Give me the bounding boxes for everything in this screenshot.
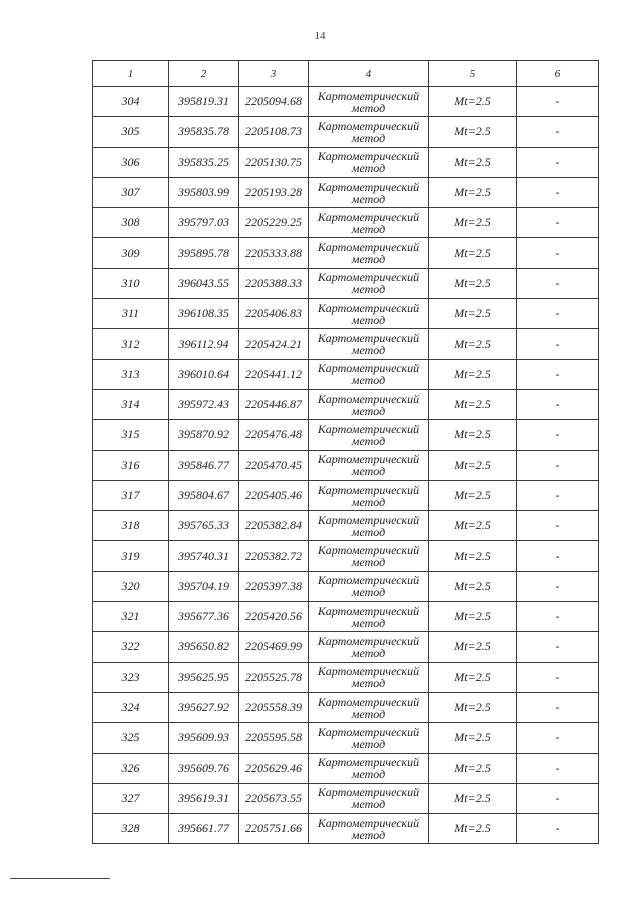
accuracy-cell: Mt=2.5 [429, 814, 517, 844]
note-cell: - [517, 420, 599, 450]
accuracy-cell: Mt=2.5 [429, 359, 517, 389]
note-cell: - [517, 692, 599, 722]
method-line-2: метод [351, 100, 386, 115]
method-cell [309, 268, 429, 298]
method-cell [309, 420, 429, 450]
method-cell [309, 783, 429, 813]
method-cell [309, 450, 429, 480]
method-line-1: Картометрический [317, 452, 420, 467]
method-cell [309, 177, 429, 207]
method-line-1: Картометрический [317, 421, 420, 436]
y-coordinate-cell: 2205130.75 [239, 147, 309, 177]
method-line-1: Картометрический [317, 755, 420, 770]
method-line-1: Картометрический [317, 633, 420, 648]
table-row [93, 480, 599, 510]
point-number-cell: 313 [93, 359, 169, 389]
method-line-2: метод [351, 464, 386, 479]
table-row [93, 692, 599, 722]
note-cell: - [517, 450, 599, 480]
method-line-1: Картометрический [317, 815, 420, 830]
method-line-1: Картометрический [317, 118, 420, 133]
note-cell: - [517, 87, 599, 117]
method-cell [309, 480, 429, 510]
point-number-cell: 315 [93, 420, 169, 450]
method-cell [309, 814, 429, 844]
note-cell: - [517, 511, 599, 541]
note-cell: - [517, 632, 599, 662]
y-coordinate-cell: 2205476.48 [239, 420, 309, 450]
table-row [93, 359, 599, 389]
method-line-1: Картометрический [317, 543, 420, 558]
table-row [93, 662, 599, 692]
method-line-2: метод [351, 676, 386, 691]
table-row [93, 177, 599, 207]
x-coordinate-cell: 395619.31 [169, 783, 239, 813]
x-coordinate-cell: 395650.82 [169, 632, 239, 662]
method-line-2: метод [351, 433, 386, 448]
method-cell [309, 602, 429, 632]
x-coordinate-cell: 395797.03 [169, 208, 239, 238]
method-cell [309, 299, 429, 329]
point-number-cell: 311 [93, 299, 169, 329]
method-line-1: Картометрический [317, 694, 420, 709]
point-number-cell: 310 [93, 268, 169, 298]
accuracy-cell: Mt=2.5 [429, 208, 517, 238]
method-cell [309, 511, 429, 541]
table-row [93, 420, 599, 450]
accuracy-cell: Mt=2.5 [429, 389, 517, 419]
x-coordinate-cell: 396043.55 [169, 268, 239, 298]
point-number-cell: 308 [93, 208, 169, 238]
note-cell: - [517, 268, 599, 298]
accuracy-cell: Mt=2.5 [429, 602, 517, 632]
table-row [93, 87, 599, 117]
method-line-2: метод [351, 767, 386, 782]
point-number-cell: 316 [93, 450, 169, 480]
method-cell [309, 632, 429, 662]
accuracy-cell: Mt=2.5 [429, 692, 517, 722]
point-number-cell: 326 [93, 753, 169, 783]
x-coordinate-cell: 395803.99 [169, 177, 239, 207]
method-line-2: метод [351, 555, 386, 570]
method-cell [309, 662, 429, 692]
method-cell [309, 571, 429, 601]
x-coordinate-cell: 395609.93 [169, 723, 239, 753]
y-coordinate-cell: 2205629.46 [239, 753, 309, 783]
y-coordinate-cell: 2205382.72 [239, 541, 309, 571]
y-coordinate-cell: 2205094.68 [239, 87, 309, 117]
method-line-1: Картометрический [317, 664, 420, 679]
x-coordinate-cell: 395835.78 [169, 117, 239, 147]
accuracy-cell: Mt=2.5 [429, 783, 517, 813]
x-coordinate-cell: 395661.77 [169, 814, 239, 844]
y-coordinate-cell: 2205469.99 [239, 632, 309, 662]
table-row [93, 814, 599, 844]
method-line-1: Картометрический [317, 482, 420, 497]
method-cell [309, 87, 429, 117]
point-number-cell: 325 [93, 723, 169, 753]
y-coordinate-cell: 2205525.78 [239, 662, 309, 692]
method-line-2: метод [351, 161, 386, 176]
method-line-2: метод [351, 645, 386, 660]
point-number-cell: 321 [93, 602, 169, 632]
method-cell [309, 359, 429, 389]
accuracy-cell: Mt=2.5 [429, 511, 517, 541]
footnote-divider [10, 878, 110, 879]
y-coordinate-cell: 2205333.88 [239, 238, 309, 268]
y-coordinate-cell: 2205470.45 [239, 450, 309, 480]
y-coordinate-cell: 2205193.28 [239, 177, 309, 207]
point-number-cell: 304 [93, 87, 169, 117]
x-coordinate-cell: 395609.76 [169, 753, 239, 783]
method-line-2: метод [351, 706, 386, 721]
table-row [93, 238, 599, 268]
note-cell: - [517, 389, 599, 419]
method-line-1: Картометрический [317, 331, 420, 346]
x-coordinate-cell: 395627.92 [169, 692, 239, 722]
method-line-2: метод [351, 797, 386, 812]
method-cell [309, 238, 429, 268]
method-line-2: метод [351, 615, 386, 630]
accuracy-cell: Mt=2.5 [429, 632, 517, 662]
note-cell: - [517, 299, 599, 329]
point-number-cell: 324 [93, 692, 169, 722]
x-coordinate-cell: 396108.35 [169, 299, 239, 329]
column-header-5: 5 [429, 61, 517, 87]
method-line-2: метод [351, 252, 386, 267]
method-line-2: метод [351, 524, 386, 539]
point-number-cell: 312 [93, 329, 169, 359]
note-cell: - [517, 480, 599, 510]
method-line-2: метод [351, 494, 386, 509]
table-row [93, 117, 599, 147]
table-header-row [93, 61, 599, 87]
note-cell: - [517, 238, 599, 268]
point-number-cell: 319 [93, 541, 169, 571]
coordinates-table [92, 60, 599, 844]
accuracy-cell: Mt=2.5 [429, 177, 517, 207]
method-line-2: метод [351, 343, 386, 358]
note-cell: - [517, 753, 599, 783]
table-row [93, 783, 599, 813]
table-row [93, 571, 599, 601]
method-line-1: Картометрический [317, 785, 420, 800]
method-line-2: метод [351, 585, 386, 600]
method-line-1: Картометрический [317, 573, 420, 588]
method-line-2: метод [351, 130, 386, 145]
note-cell: - [517, 329, 599, 359]
method-line-1: Картометрический [317, 209, 420, 224]
method-cell [309, 147, 429, 177]
accuracy-cell: Mt=2.5 [429, 450, 517, 480]
point-number-cell: 309 [93, 238, 169, 268]
method-line-1: Картометрический [317, 603, 420, 618]
table-row [93, 541, 599, 571]
accuracy-cell: Mt=2.5 [429, 238, 517, 268]
column-header-4: 4 [309, 61, 429, 87]
method-line-2: метод [351, 827, 386, 842]
note-cell: - [517, 723, 599, 753]
y-coordinate-cell: 2205424.21 [239, 329, 309, 359]
note-cell: - [517, 541, 599, 571]
note-cell: - [517, 177, 599, 207]
column-header-3: 3 [239, 61, 309, 87]
point-number-cell: 327 [93, 783, 169, 813]
x-coordinate-cell: 395625.95 [169, 662, 239, 692]
point-number-cell: 318 [93, 511, 169, 541]
table-row [93, 753, 599, 783]
x-coordinate-cell: 395846.77 [169, 450, 239, 480]
accuracy-cell: Mt=2.5 [429, 753, 517, 783]
method-line-1: Картометрический [317, 88, 420, 103]
table-row [93, 147, 599, 177]
table-row [93, 602, 599, 632]
x-coordinate-cell: 395740.31 [169, 541, 239, 571]
accuracy-cell: Mt=2.5 [429, 87, 517, 117]
y-coordinate-cell: 2205382.84 [239, 511, 309, 541]
column-header-1: 1 [93, 61, 169, 87]
y-coordinate-cell: 2205405.46 [239, 480, 309, 510]
method-line-1: Картометрический [317, 512, 420, 527]
point-number-cell: 328 [93, 814, 169, 844]
x-coordinate-cell: 395870.92 [169, 420, 239, 450]
point-number-cell: 323 [93, 662, 169, 692]
x-coordinate-cell: 396112.94 [169, 329, 239, 359]
column-header-6: 6 [517, 61, 599, 87]
y-coordinate-cell: 2205388.33 [239, 268, 309, 298]
point-number-cell: 317 [93, 480, 169, 510]
accuracy-cell: Mt=2.5 [429, 117, 517, 147]
x-coordinate-cell: 395765.33 [169, 511, 239, 541]
table-row [93, 268, 599, 298]
note-cell: - [517, 571, 599, 601]
point-number-cell: 306 [93, 147, 169, 177]
method-line-1: Картометрический [317, 149, 420, 164]
method-line-2: метод [351, 403, 386, 418]
point-number-cell: 320 [93, 571, 169, 601]
method-cell [309, 329, 429, 359]
y-coordinate-cell: 2205673.55 [239, 783, 309, 813]
accuracy-cell: Mt=2.5 [429, 662, 517, 692]
table-row [93, 511, 599, 541]
page-number: 14 [314, 30, 326, 42]
method-cell [309, 692, 429, 722]
table-row [93, 329, 599, 359]
y-coordinate-cell: 2205397.38 [239, 571, 309, 601]
method-line-2: метод [351, 373, 386, 388]
method-cell [309, 117, 429, 147]
x-coordinate-cell: 395895.78 [169, 238, 239, 268]
accuracy-cell: Mt=2.5 [429, 723, 517, 753]
method-line-2: метод [351, 221, 386, 236]
method-cell [309, 723, 429, 753]
point-number-cell: 307 [93, 177, 169, 207]
note-cell: - [517, 814, 599, 844]
note-cell: - [517, 208, 599, 238]
table-row [93, 208, 599, 238]
table-row [93, 299, 599, 329]
y-coordinate-cell: 2205558.39 [239, 692, 309, 722]
method-cell [309, 541, 429, 571]
point-number-cell: 305 [93, 117, 169, 147]
method-line-2: метод [351, 736, 386, 751]
table-row [93, 632, 599, 662]
accuracy-cell: Mt=2.5 [429, 541, 517, 571]
x-coordinate-cell: 395677.36 [169, 602, 239, 632]
accuracy-cell: Mt=2.5 [429, 147, 517, 177]
method-line-1: Картометрический [317, 391, 420, 406]
method-cell [309, 208, 429, 238]
table-row [93, 450, 599, 480]
table-row [93, 389, 599, 419]
y-coordinate-cell: 2205420.56 [239, 602, 309, 632]
y-coordinate-cell: 2205595.58 [239, 723, 309, 753]
y-coordinate-cell: 2205229.25 [239, 208, 309, 238]
accuracy-cell: Mt=2.5 [429, 420, 517, 450]
note-cell: - [517, 117, 599, 147]
point-number-cell: 322 [93, 632, 169, 662]
x-coordinate-cell: 395704.19 [169, 571, 239, 601]
note-cell: - [517, 147, 599, 177]
method-line-1: Картометрический [317, 179, 420, 194]
y-coordinate-cell: 2205446.87 [239, 389, 309, 419]
y-coordinate-cell: 2205751.66 [239, 814, 309, 844]
table-body [93, 87, 599, 844]
column-header-2: 2 [169, 61, 239, 87]
note-cell: - [517, 359, 599, 389]
x-coordinate-cell: 395835.25 [169, 147, 239, 177]
method-line-1: Картометрический [317, 300, 420, 315]
table-row [93, 723, 599, 753]
method-line-1: Картометрический [317, 724, 420, 739]
accuracy-cell: Mt=2.5 [429, 571, 517, 601]
method-line-2: метод [351, 312, 386, 327]
method-line-1: Картометрический [317, 270, 420, 285]
accuracy-cell: Mt=2.5 [429, 329, 517, 359]
method-cell [309, 389, 429, 419]
note-cell: - [517, 783, 599, 813]
note-cell: - [517, 602, 599, 632]
x-coordinate-cell: 395819.31 [169, 87, 239, 117]
point-number-cell: 314 [93, 389, 169, 419]
accuracy-cell: Mt=2.5 [429, 299, 517, 329]
x-coordinate-cell: 395804.67 [169, 480, 239, 510]
y-coordinate-cell: 2205108.73 [239, 117, 309, 147]
method-line-1: Картометрический [317, 240, 420, 255]
method-line-2: метод [351, 191, 386, 206]
accuracy-cell: Mt=2.5 [429, 480, 517, 510]
note-cell: - [517, 662, 599, 692]
method-line-1: Картометрический [317, 361, 420, 376]
x-coordinate-cell: 396010.64 [169, 359, 239, 389]
accuracy-cell: Mt=2.5 [429, 268, 517, 298]
method-line-2: метод [351, 282, 386, 297]
y-coordinate-cell: 2205406.83 [239, 299, 309, 329]
x-coordinate-cell: 395972.43 [169, 389, 239, 419]
y-coordinate-cell: 2205441.12 [239, 359, 309, 389]
method-cell [309, 753, 429, 783]
